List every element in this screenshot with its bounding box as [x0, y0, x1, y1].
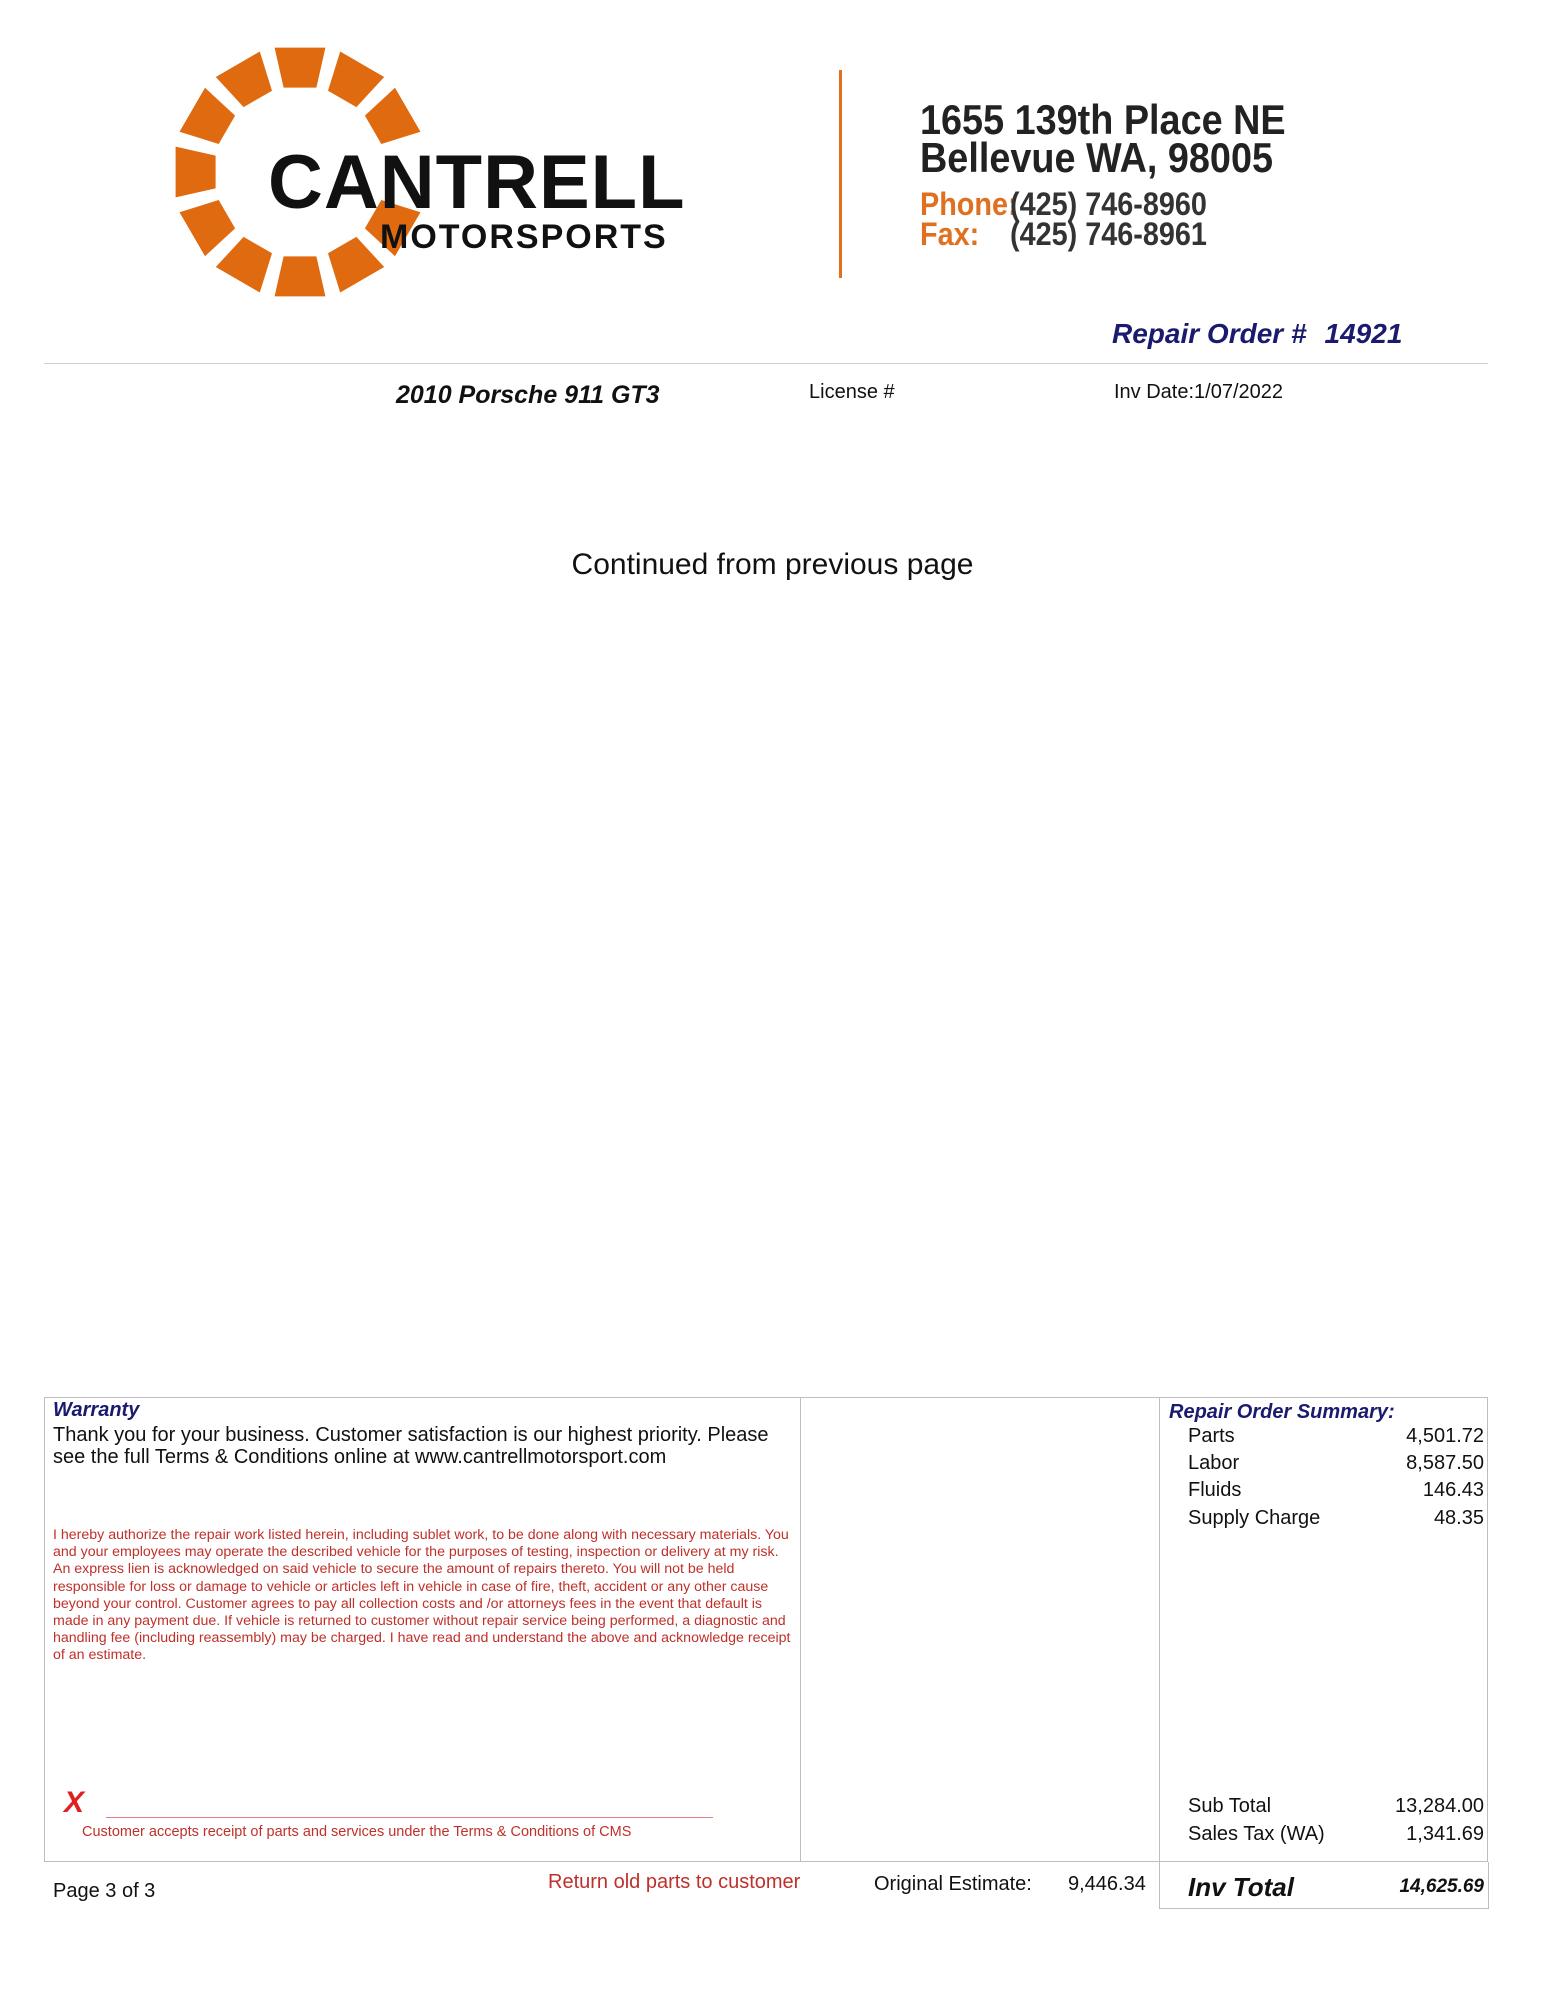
logo-ray	[216, 52, 272, 108]
signature-mark: X	[64, 1786, 85, 1819]
summary-row-labor	[1188, 1452, 1484, 1475]
summary-value: 8,587.50	[1406, 1452, 1484, 1474]
company-logo	[170, 45, 780, 305]
signature-line[interactable]	[106, 1817, 713, 1818]
warranty-text: Thank you for your business. Customer satisfaction is our highest priority. Please see the full Terms & Conditions online at www.cantrellmotorsport.com	[53, 1424, 769, 1468]
inv-total-label: Inv Total	[1188, 1872, 1294, 1902]
tax-label: Sales Tax (WA)	[1188, 1823, 1325, 1845]
logo-ray	[365, 88, 421, 144]
summary-value: 146.43	[1422, 1479, 1484, 1501]
phone-label: Phone:	[920, 186, 1018, 222]
logo-ray	[216, 237, 272, 293]
phone-number: (425) 746-8960	[1010, 186, 1207, 222]
repair-order-number: 14921	[1324, 318, 1403, 349]
summary-row-supply	[1188, 1507, 1484, 1530]
license-label: License #	[809, 381, 895, 403]
column-divider-2	[1159, 1397, 1160, 1909]
subtotal-label: Sub Total	[1188, 1795, 1272, 1817]
summary-row-subtotal	[1188, 1795, 1484, 1818]
page-number: Page 3 of 3	[53, 1880, 156, 1902]
original-estimate-label: Original Estimate:	[874, 1873, 1032, 1895]
summary-label: Fluids	[1188, 1479, 1242, 1501]
address-line-2: Bellevue WA, 98005	[920, 134, 1273, 181]
warranty-title: Warranty	[53, 1399, 140, 1421]
summary-row-tax	[1188, 1823, 1484, 1846]
inv-total-value: 14,625.69	[1399, 1876, 1484, 1897]
address-line-1: 1655 139th Place NE	[920, 96, 1286, 143]
logo-ray	[275, 48, 326, 88]
summary-label: Supply Charge	[1188, 1507, 1321, 1529]
logo-ray	[176, 147, 216, 198]
summary-row-fluids	[1188, 1479, 1484, 1502]
logo-ray	[328, 237, 384, 293]
signature-caption: Customer accepts receipt of parts and services under the Terms & Conditions of CMS	[82, 1824, 632, 1840]
column-divider-1	[800, 1397, 801, 1862]
subtotal-value: 13,284.00	[1395, 1795, 1484, 1817]
summary-value: 4,501.72	[1406, 1425, 1484, 1447]
summary-label: Parts	[1188, 1425, 1235, 1447]
logo-name: CANTRELL	[268, 140, 686, 225]
header-divider	[839, 70, 842, 278]
repair-order-label: Repair Order #	[1112, 318, 1307, 349]
tax-value: 1,341.69	[1406, 1823, 1484, 1845]
fax-label: Fax:	[920, 216, 980, 252]
logo-ray	[180, 200, 236, 256]
repair-order-heading	[1112, 318, 1402, 350]
summary-value: 48.35	[1433, 1507, 1484, 1529]
summary-title: Repair Order Summary:	[1169, 1401, 1395, 1423]
original-estimate-value: 9,446.34	[1068, 1873, 1146, 1895]
logo-ray	[275, 256, 326, 296]
fax-number: (425) 746-8961	[1010, 216, 1207, 252]
continued-notice: Continued from previous page	[571, 548, 974, 581]
summary-label: Labor	[1188, 1452, 1240, 1474]
return-parts-note: Return old parts to customer	[548, 1871, 801, 1893]
logo-ray	[180, 88, 236, 144]
header-rule	[44, 363, 1488, 364]
vehicle-name: 2010 Porsche 911 GT3	[396, 381, 660, 409]
invoice-date: Inv Date:1/07/2022	[1114, 381, 1284, 403]
authorization-text: I hereby authorize the repair work listed herein, including sublet work, to be done along with necessary materials. You and your employees may operate the described vehicle for the purposes of testing, inspection or delivery at my risk. An express lien is acknowledged on said vehicle to secure the amount of repairs thereto. You will not be held responsible for loss or damage to vehicle or articles left in vehicle in case of fire, theft, accident or any other cause beyond your control. Customer agrees to pay all collection costs and /or attorneys fees in the event that default is made in any payment due. If vehicle is returned to customer without repair service being performed, a diagnostic and handling fee (including reassembly) may be charged. I have read and understand the above and acknowledge receipt of an estimate.	[53, 1527, 791, 1664]
summary-row-parts	[1188, 1425, 1484, 1448]
logo-subname: MOTORSPORTS	[380, 218, 668, 256]
logo-ray	[328, 52, 384, 108]
